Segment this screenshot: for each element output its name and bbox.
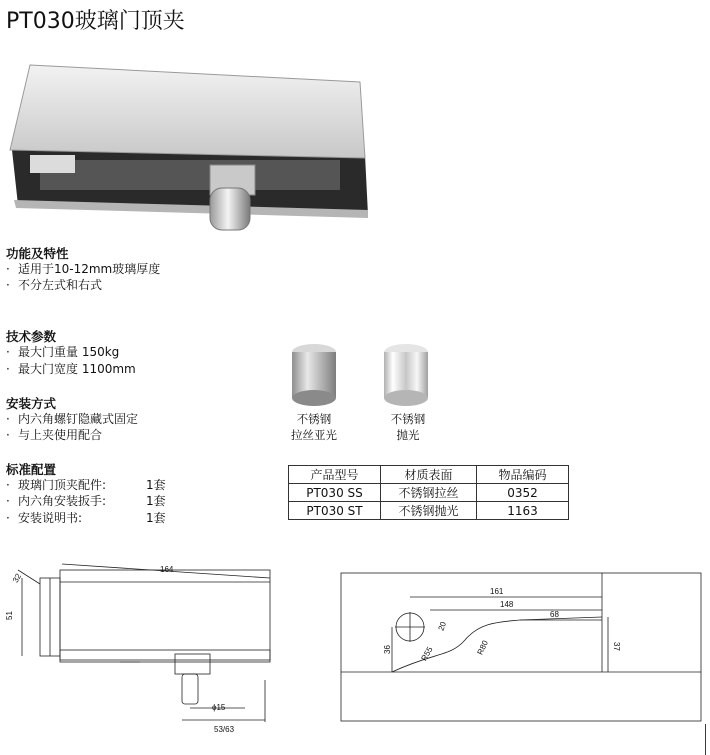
page-title: PT030玻璃门顶夹 (6, 9, 185, 34)
table-cell: 1163 (477, 502, 569, 520)
install-item: · 内六角螺钉隐藏式固定 (6, 412, 139, 426)
features-item: · 适用于10-12mm玻璃厚度 (6, 262, 161, 276)
tech-item: · 最大门宽度 1100mm (6, 362, 136, 376)
finish-label-brushed: 不锈钢 拉丝亚光 (291, 412, 337, 442)
tech-heading: 技术参数 (6, 329, 57, 344)
dim-span: 53/63 (214, 725, 235, 734)
dim-width: 164 (160, 565, 174, 574)
dim-37: 37 (612, 642, 621, 651)
table-cell: 不锈钢拉丝 (381, 484, 477, 502)
table-header-row (289, 466, 569, 484)
clamp-pad (30, 155, 75, 173)
standard-item: · 玻璃门顶夹配件: 1套 (6, 478, 166, 492)
install-heading: 安装方式 (6, 396, 57, 411)
table-header: 产品型号 (289, 466, 381, 484)
install-item: · 与上夹使用配合 (6, 428, 103, 442)
standard-item: · 安装说明书: 1套 (6, 511, 166, 525)
finish-label-polished: 不锈钢 抛光 (390, 412, 426, 442)
drawing-top-view (340, 572, 702, 722)
drawing-side-view (0, 550, 300, 750)
product-table (288, 465, 569, 520)
dim-68: 68 (550, 610, 559, 619)
table-cell: PT030 ST (289, 502, 381, 520)
dim-36: 36 (383, 645, 392, 654)
product-photo (0, 60, 380, 240)
clamp-top-plate (10, 65, 365, 158)
finish-swatch-polished (380, 340, 436, 410)
margin-rule (705, 724, 706, 755)
table-row (289, 484, 569, 502)
standard-item: · 内六角安装扳手: 1套 (6, 494, 166, 508)
dim-height: 51 (5, 611, 14, 620)
dim-161: 161 (490, 587, 504, 596)
table-header: 物品编码 (477, 466, 569, 484)
table-cell: PT030 SS (289, 484, 381, 502)
dim-148: 148 (500, 600, 514, 609)
table-cell: 不锈钢抛光 (381, 502, 477, 520)
clamp-slot (40, 160, 340, 190)
dim-r55: R55 (419, 645, 435, 663)
table-row (289, 502, 569, 520)
tech-item: · 最大门重量 150kg (6, 345, 120, 359)
dim-r80: R80 (475, 639, 490, 657)
features-item: · 不分左式和右式 (6, 278, 103, 292)
dim-depth: 32 (10, 571, 24, 585)
features-heading: 功能及特性 (6, 246, 69, 261)
clamp-pivot-pin (210, 188, 250, 230)
dim-knob: ϕ15 (212, 703, 226, 712)
standard-heading: 标准配置 (6, 462, 57, 477)
dim-20: 20 (436, 620, 449, 632)
table-header: 材质表面 (381, 466, 477, 484)
finish-swatch-brushed (288, 340, 344, 410)
table-cell: 0352 (477, 484, 569, 502)
